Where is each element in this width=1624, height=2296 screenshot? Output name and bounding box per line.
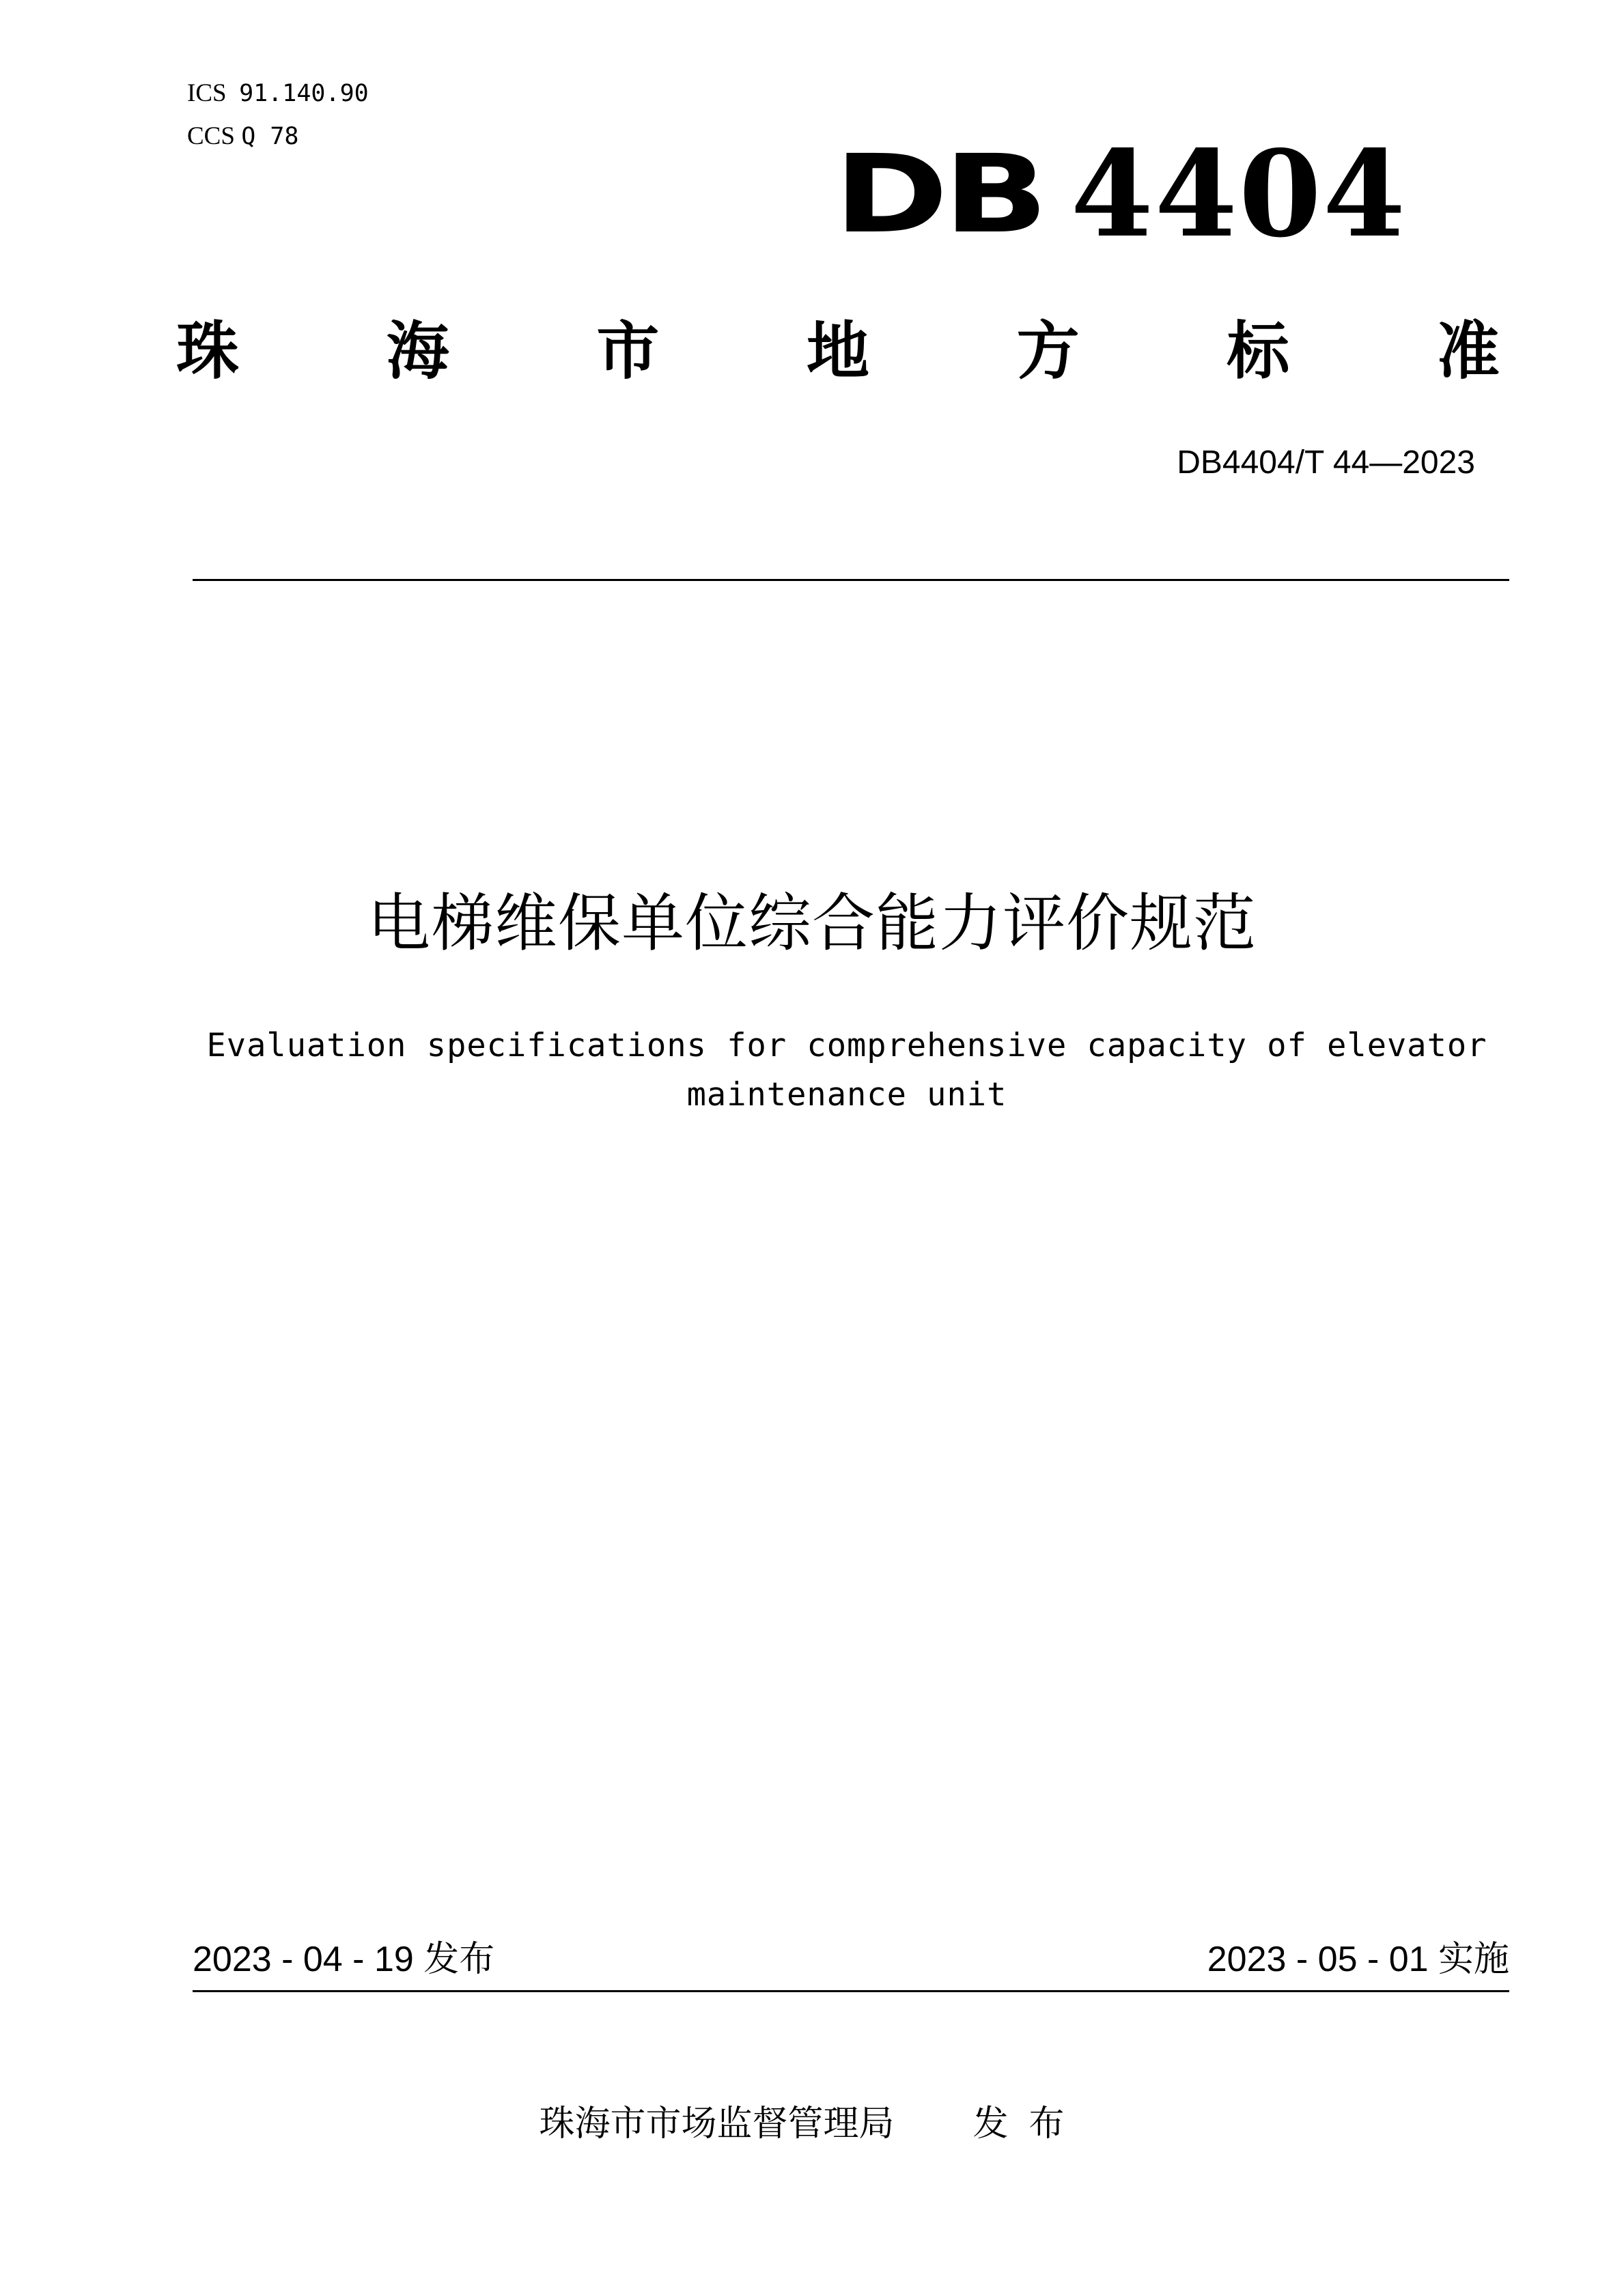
standard-type-char: 标: [1227, 315, 1290, 388]
standard-type-char: 海: [386, 315, 449, 388]
issuer-name: 珠海市市场监督管理局: [539, 2103, 895, 2144]
ccs-code: Q 78: [241, 123, 299, 150]
top-divider: [193, 579, 1509, 581]
standard-type-char: 市: [596, 315, 660, 388]
standard-type-title: [176, 311, 1500, 393]
standard-type-char: 地: [806, 315, 869, 388]
ics-code: 91.140.90: [239, 80, 369, 107]
db-region-number: 4404: [1070, 125, 1407, 264]
standard-number: DB4404/T 44—2023: [1177, 444, 1475, 481]
ics-code-line: [187, 79, 369, 109]
implementation-date: 2023 - 05 - 01 实施: [1207, 1940, 1509, 1979]
standard-type-char: 准: [1436, 315, 1500, 388]
standard-type-char: 方: [1016, 315, 1080, 388]
document-title-en: [205, 1021, 1489, 1120]
issuer-line: [0, 2100, 1624, 2148]
title-en-line-1: Evaluation specifications for comprehensive capacity of elevator: [206, 1027, 1487, 1064]
standard-type-char: 珠: [176, 315, 240, 388]
publish-date: 2023 - 04 - 19 发布: [193, 1940, 495, 1979]
bottom-divider: [193, 1990, 1509, 1992]
db-letters: DB: [834, 132, 1044, 257]
db-standard-mark: [834, 125, 1407, 264]
issuer-action: 发布: [972, 2103, 1085, 2144]
ccs-code-line: [187, 122, 298, 152]
ccs-label: CCS: [187, 122, 235, 150]
document-title-cn: 电梯维保单位综合能力评价规范: [367, 887, 1257, 960]
ics-label: ICS: [187, 79, 227, 107]
title-en-line-2: maintenance unit: [686, 1076, 1007, 1114]
